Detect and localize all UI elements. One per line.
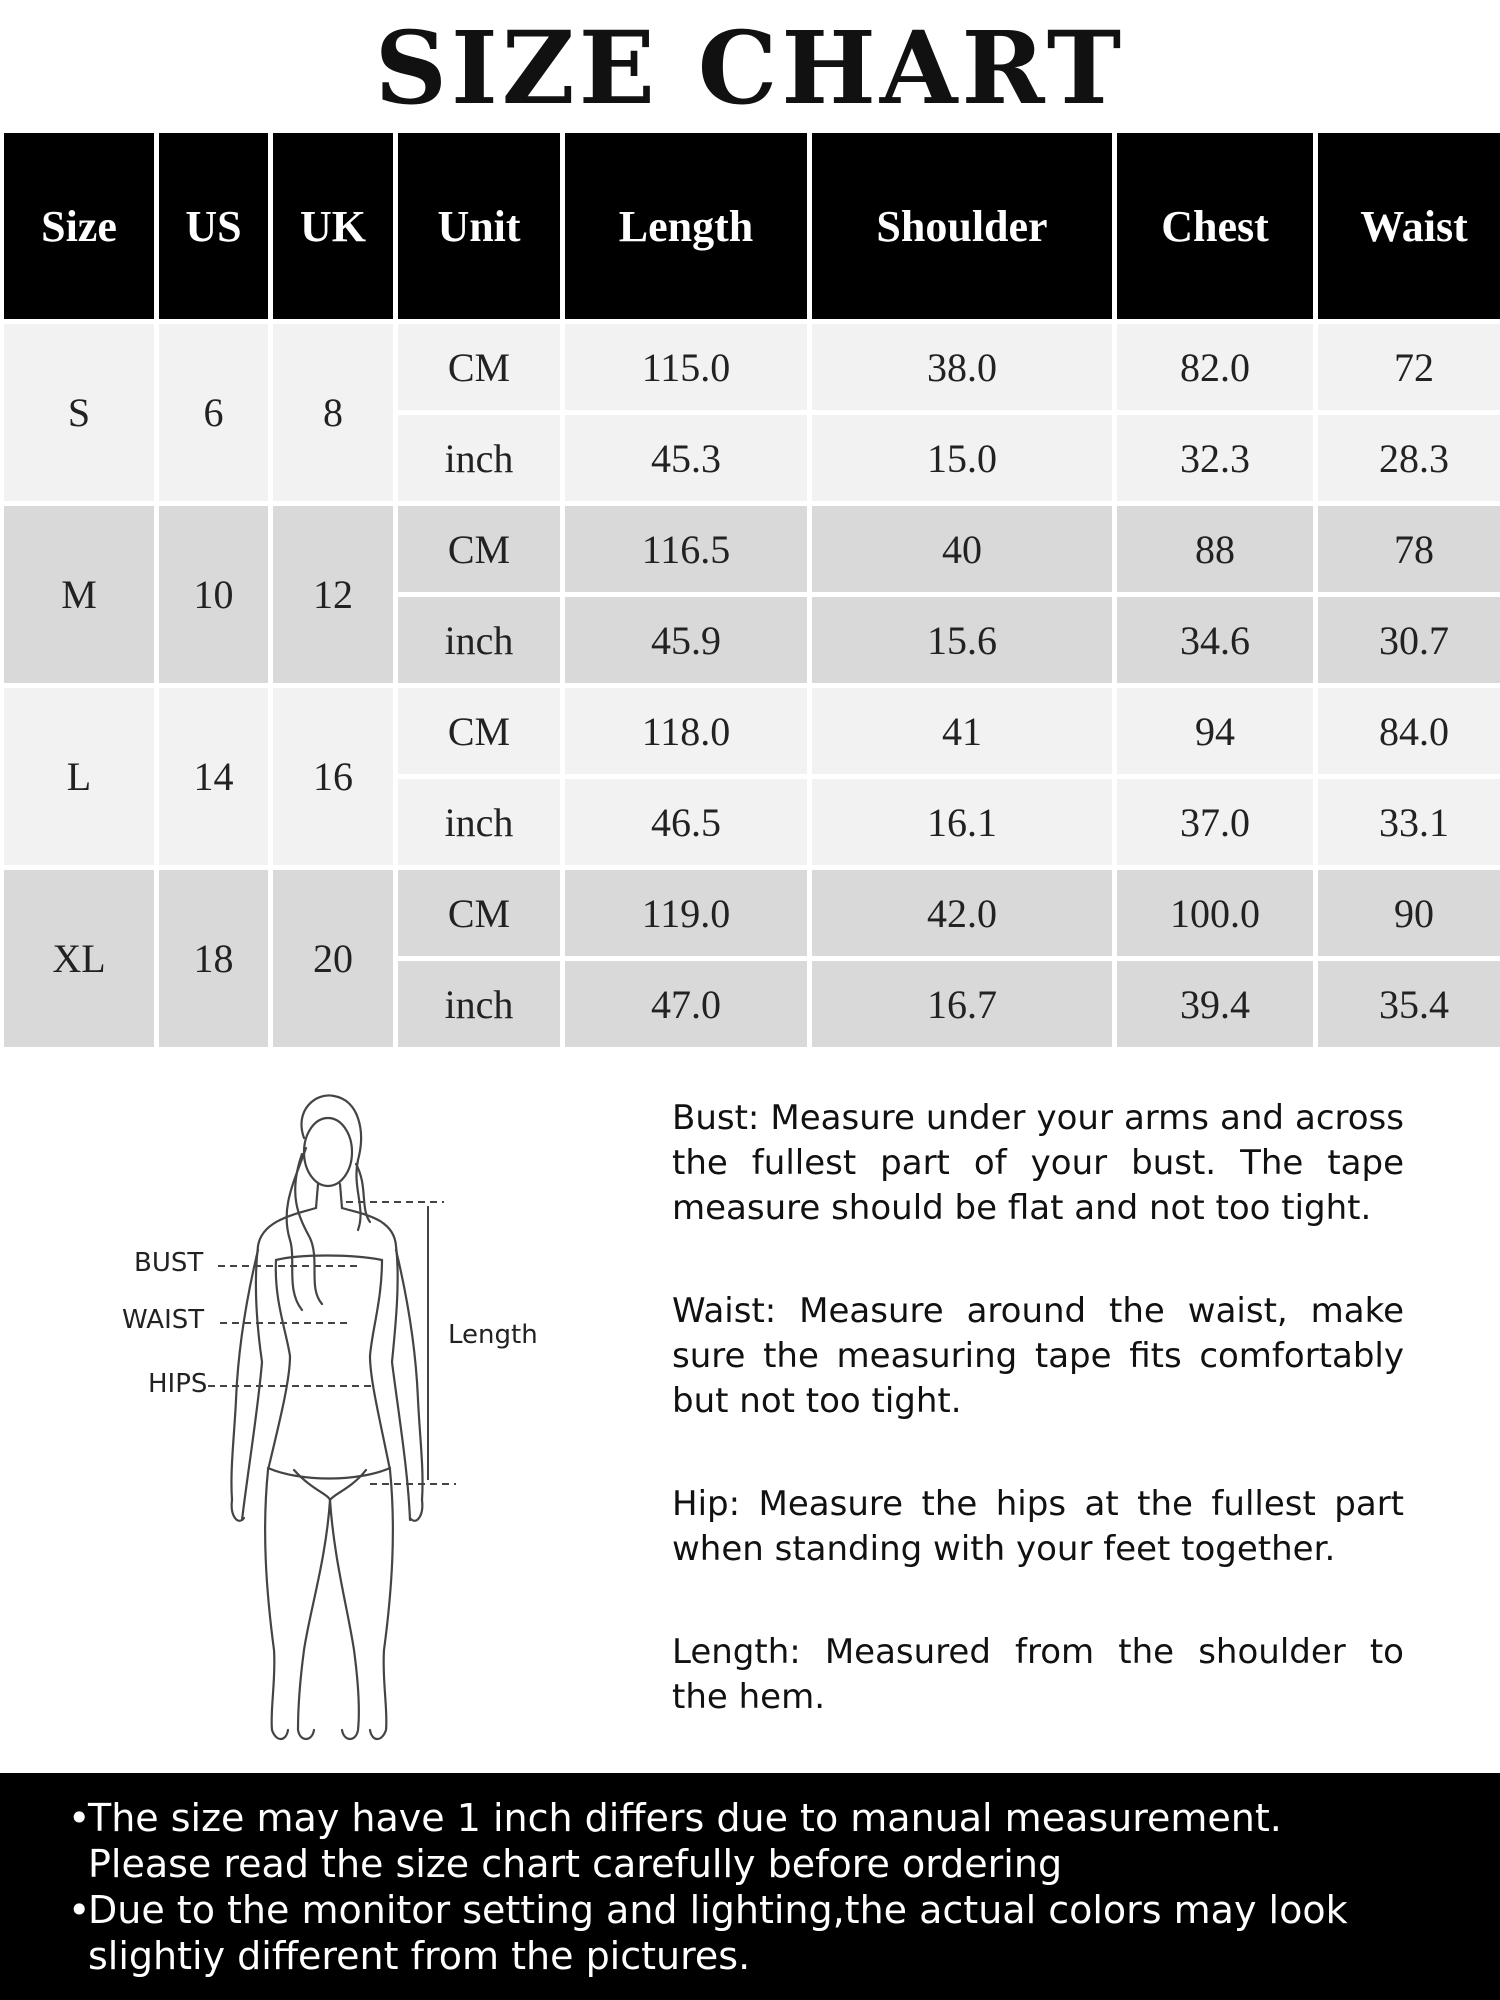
us-cell: 14	[159, 688, 268, 865]
bullet-icon: •	[68, 1796, 91, 1840]
chest-cell: 37.0	[1117, 779, 1313, 865]
length-cell: 119.0	[565, 870, 807, 956]
disclaimer-item	[68, 1887, 1500, 1979]
shoulder-cell: 42.0	[812, 870, 1112, 956]
chest-cell: 100.0	[1117, 870, 1313, 956]
unit-cell: CM	[398, 324, 560, 410]
us-cell: 10	[159, 506, 268, 683]
waist-cell: 72	[1318, 324, 1500, 410]
shoulder-cell: 40	[812, 506, 1112, 592]
waist-cell: 30.7	[1318, 597, 1500, 683]
waist-note: Waist: Measure around the waist, make sure the measuring tape fits comfortably but not too tight.	[672, 1291, 1404, 1421]
unit-cell: CM	[398, 688, 560, 774]
size-cell: XL	[4, 870, 154, 1047]
shoulder-cell: 15.0	[812, 415, 1112, 501]
disclaimer-line: The size may have 1 inch differs due to manual measurement.	[88, 1796, 1282, 1840]
chest-cell: 39.4	[1117, 961, 1313, 1047]
length-cell: 115.0	[565, 324, 807, 410]
waist-cell: 84.0	[1318, 688, 1500, 774]
bust-note: Bust: Measure under your arms and across the fullest part of your bust. The tape measure should be flat and not too tight.	[672, 1098, 1404, 1228]
size-cell: S	[4, 324, 154, 501]
unit-cell: inch	[398, 415, 560, 501]
header-shoulder: Shoulder	[812, 133, 1112, 319]
chest-cell: 82.0	[1117, 324, 1313, 410]
header-chest: Chest	[1117, 133, 1313, 319]
unit-cell: CM	[398, 870, 560, 956]
header-waist: Waist	[1318, 133, 1500, 319]
size-cell: L	[4, 688, 154, 865]
waist-cell: 78	[1318, 506, 1500, 592]
unit-cell: inch	[398, 597, 560, 683]
length-cell: 118.0	[565, 688, 807, 774]
uk-cell: 20	[273, 870, 393, 1047]
shoulder-cell: 38.0	[812, 324, 1112, 410]
chest-cell: 88	[1117, 506, 1313, 592]
bust-label: BUST	[134, 1248, 204, 1278]
header-unit: Unit	[398, 133, 560, 319]
footer-disclaimer	[0, 1773, 1500, 2000]
unit-cell: CM	[398, 506, 560, 592]
size-cell: M	[4, 506, 154, 683]
length-cell: 45.3	[565, 415, 807, 501]
disclaimer-line: slightiy different from the pictures.	[88, 1934, 751, 1978]
hip-note: Hip: Measure the hips at the fullest part when standing with your feet together.	[672, 1484, 1404, 1569]
size-chart-table	[0, 128, 1500, 1052]
table-row	[4, 324, 1500, 410]
waist-cell: 35.4	[1318, 961, 1500, 1047]
shoulder-cell: 16.1	[812, 779, 1112, 865]
uk-cell: 16	[273, 688, 393, 865]
woman-silhouette-icon	[90, 1090, 590, 1750]
page-title: SIZE CHART	[374, 9, 1126, 127]
header-size: Size	[4, 133, 154, 319]
length-cell: 116.5	[565, 506, 807, 592]
bullet-icon: •	[68, 1888, 91, 1932]
chest-cell: 94	[1117, 688, 1313, 774]
uk-cell: 8	[273, 324, 393, 501]
shoulder-cell: 16.7	[812, 961, 1112, 1047]
disclaimer-item	[68, 1795, 1500, 1887]
disclaimer-line: Please read the size chart carefully before ordering	[88, 1842, 1063, 1886]
measurement-notes	[672, 1096, 1404, 1778]
waist-cell: 90	[1318, 870, 1500, 956]
length-note: Length: Measured from the shoulder to the hem.	[672, 1632, 1404, 1717]
shoulder-cell: 15.6	[812, 597, 1112, 683]
header-length: Length	[565, 133, 807, 319]
header-us: US	[159, 133, 268, 319]
us-cell: 18	[159, 870, 268, 1047]
body-measurement-figure	[90, 1090, 590, 1750]
length-label: Length	[448, 1320, 538, 1350]
unit-cell: inch	[398, 961, 560, 1047]
us-cell: 6	[159, 324, 268, 501]
chest-cell: 32.3	[1117, 415, 1313, 501]
header-uk: UK	[273, 133, 393, 319]
shoulder-cell: 41	[812, 688, 1112, 774]
length-cell: 47.0	[565, 961, 807, 1047]
uk-cell: 12	[273, 506, 393, 683]
waist-label: WAIST	[122, 1305, 205, 1335]
table-row	[4, 506, 1500, 592]
length-cell: 46.5	[565, 779, 807, 865]
waist-cell: 33.1	[1318, 779, 1500, 865]
table-row	[4, 688, 1500, 774]
disclaimer-line: Due to the monitor setting and lighting,the actual colors may look	[88, 1888, 1348, 1932]
table-header-row	[4, 133, 1500, 319]
length-cell: 45.9	[565, 597, 807, 683]
chest-cell: 34.6	[1117, 597, 1313, 683]
waist-cell: 28.3	[1318, 415, 1500, 501]
table-row	[4, 870, 1500, 956]
unit-cell: inch	[398, 779, 560, 865]
hips-label: HIPS	[148, 1369, 208, 1399]
